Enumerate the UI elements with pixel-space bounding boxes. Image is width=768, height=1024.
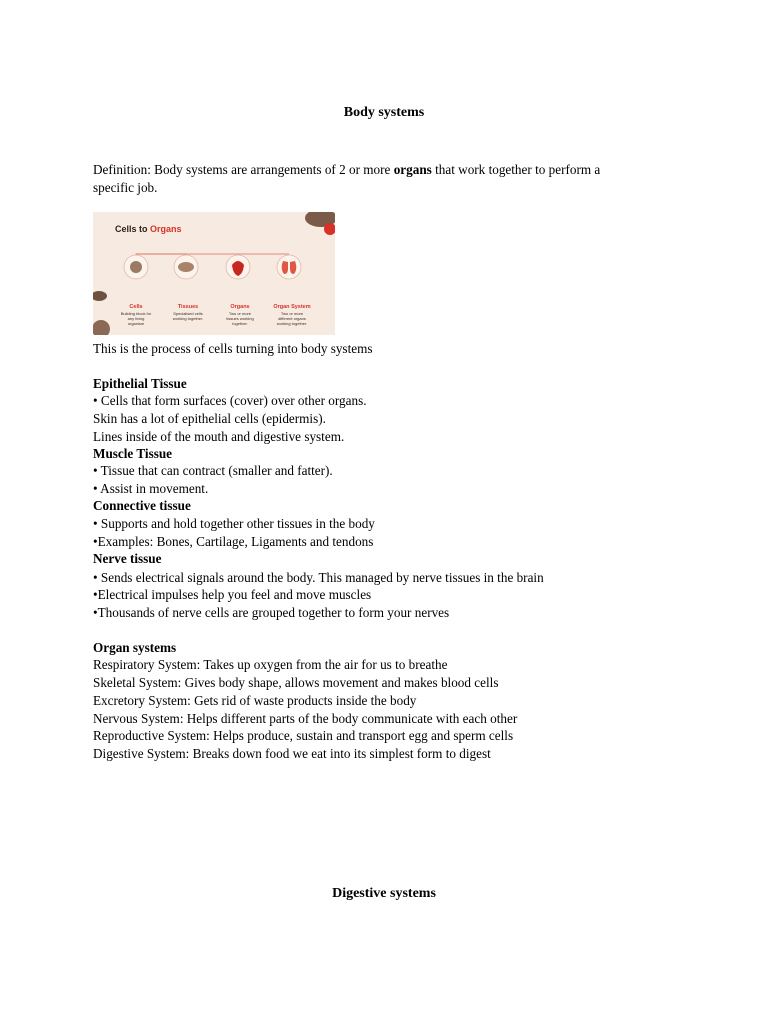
stage-desc-cells-3: organism xyxy=(127,321,145,326)
decorative-blob-bottom-left xyxy=(93,320,110,335)
stage-label-organ-system: Organ System xyxy=(273,304,311,310)
muscle-line: • Tissue that can contract (smaller and fatter). xyxy=(93,463,333,478)
organ-system-line: Nervous System: Helps different parts of the body communicate with each other xyxy=(93,711,518,726)
stage-label-tissues: Tissues xyxy=(177,304,199,310)
organ-system-line: Digestive System: Breaks down food we eat into its simplest form to digest xyxy=(93,746,491,761)
heading-connective-tissue: Connective tissue xyxy=(93,498,191,513)
heading-organ-systems: Organ systems xyxy=(93,640,177,655)
stage-desc-organs-1: Two or more xyxy=(228,311,252,316)
organ-system-line: Respiratory System: Takes up oxygen from the air for us to breathe xyxy=(93,657,448,672)
decorative-blob-left xyxy=(93,291,107,301)
organ-system-line: Reproductive System: Helps produce, sustain and transport egg and sperm cells xyxy=(93,728,514,743)
nerve-line: •Electrical impulses help you feel and move muscles xyxy=(93,587,372,602)
epithelial-line: Lines inside of the mouth and digestive system. xyxy=(93,429,345,444)
figure-title: Cells to Organs xyxy=(115,224,182,234)
stage-desc-organ-system-3: working together. xyxy=(276,321,308,326)
stage-desc-organ-system-2: different organs xyxy=(278,316,306,321)
stage-desc-organs-3: together. xyxy=(232,321,248,326)
stage-desc-organs-2: tissues working xyxy=(226,316,254,321)
cells-to-organs-illustration xyxy=(93,212,335,335)
page-title: Body systems xyxy=(343,105,425,120)
cells-to-organs-figure xyxy=(93,212,335,335)
stage-desc-cells-2: any living xyxy=(127,316,145,321)
epithelial-line: Skin has a lot of epithelial cells (epidermis). xyxy=(93,411,326,426)
heading-epithelial-tissue: Epithelial Tissue xyxy=(93,376,187,391)
stage-desc-tissues-2: working together. xyxy=(172,316,204,321)
muscle-line: • Assist in movement. xyxy=(93,481,209,496)
organ-system-line: Excretory System: Gets rid of waste products inside the body xyxy=(93,693,417,708)
stage-label-organs: Organs xyxy=(230,304,250,310)
definition-line xyxy=(93,161,600,178)
stage-desc-organ-system-1: Two or more xyxy=(280,311,304,316)
connective-line: • Supports and hold together other tissues in the body xyxy=(93,516,375,531)
definition-bold-word: organs xyxy=(393,162,432,177)
stage-label-cells: Cells xyxy=(129,304,143,310)
section-title-digestive-systems: Digestive systems xyxy=(332,886,436,901)
heading-nerve-tissue: Nerve tissue xyxy=(93,551,162,566)
heading-muscle-tissue: Muscle Tissue xyxy=(93,446,173,461)
definition-line-2: specific job. xyxy=(93,180,158,195)
organ-system-line: Skeletal System: Gives body shape, allows movement and makes blood cells xyxy=(93,675,499,690)
nerve-line: •Thousands of nerve cells are grouped together to form your nerves xyxy=(93,605,450,620)
connective-line: •Examples: Bones, Cartilage, Ligaments and tendons xyxy=(93,534,374,549)
figure-caption: This is the process of cells turning into body systems xyxy=(93,341,373,356)
epithelial-line: • Cells that form surfaces (cover) over other organs. xyxy=(93,393,367,408)
definition-text: Definition: Body systems are arrangements of 2 or more xyxy=(93,162,394,177)
stage-desc-cells-1: Building block for xyxy=(120,311,152,316)
stage-desc-tissues-1: Specialised cells xyxy=(173,311,203,316)
nerve-line: • Sends electrical signals around the body. This managed by nerve tissues in the brain xyxy=(93,570,544,585)
definition-text-end: that work together to perform a xyxy=(431,162,601,177)
organ-system-icon xyxy=(277,255,301,279)
